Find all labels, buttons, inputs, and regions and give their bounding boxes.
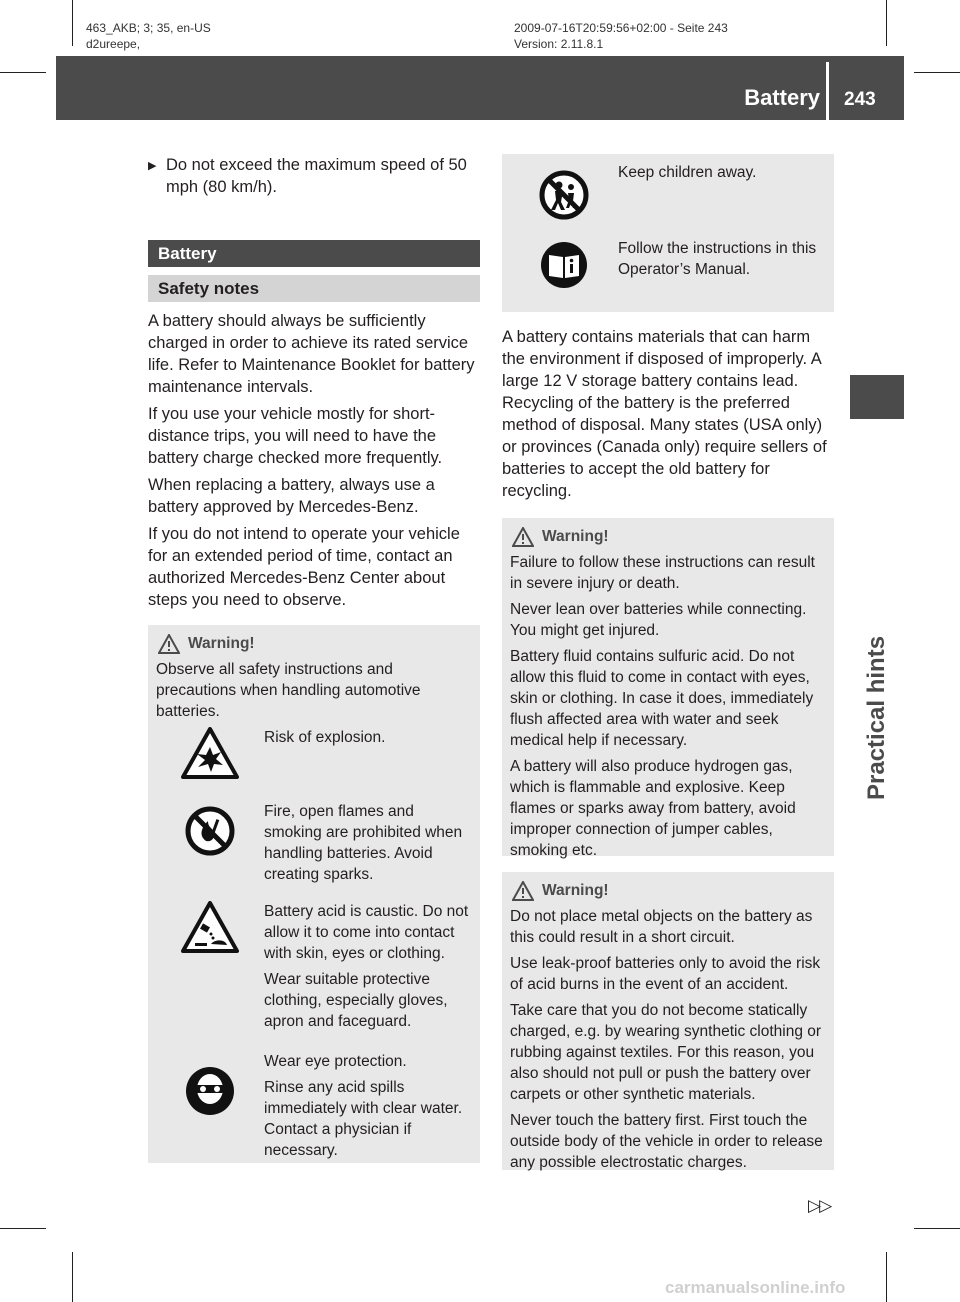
step-text: Do not exceed the maximum speed of 50 mph (80 km/h). — [166, 156, 467, 196]
symbol-row — [156, 801, 472, 901]
warning-text: Failure to follow these instructions can result in severe injury or death. — [510, 554, 815, 592]
crop-mark — [0, 1228, 46, 1229]
intro-paragraphs — [148, 310, 480, 611]
subsection-heading: Safety notes — [148, 275, 480, 302]
explosion-warning-icon — [156, 727, 264, 801]
paragraph: When replacing a battery, always use a battery approved by Mercedes-Benz. — [148, 476, 435, 516]
warning-title: Warning! — [188, 635, 255, 652]
symbol-text: Battery acid is caustic. Do not allow it to come into contact with skin, eyes or clothing. — [264, 903, 469, 962]
symbol-row — [510, 238, 826, 290]
crop-mark — [72, 0, 73, 46]
warning-intro: Observe all safety instructions and precautions when handling automotive batteries. — [156, 661, 421, 720]
symbol-row — [156, 901, 472, 1051]
paragraph: If you use your vehicle mostly for short-distance trips, you will need to have the battery charge checked more frequently. — [148, 405, 443, 467]
warning-text: Battery fluid contains sulfuric acid. Do not allow this fluid to come in contact with eyes, skin or clothing. In case it does, immediately flush affected area with water and seek medical help if necessary. — [510, 648, 814, 749]
warning-text: A battery will also produce hydrogen gas, which is flammable and explosive. Keep flames or sparks away from battery, avoid improper connection of jumper cables, smoking etc. — [510, 758, 796, 859]
step-arrow-icon: ▶ — [148, 160, 157, 172]
no-fire-icon — [156, 801, 264, 901]
warning-heading — [510, 880, 826, 902]
print-meta-left-2: d2ureepe, — [86, 37, 141, 51]
paragraph: If you do not intend to operate your vehicle for an extended period of time, contact an authorized Mercedes-Benz Center about steps you need to observe. — [148, 525, 460, 609]
page-number: 243 — [844, 89, 876, 110]
crop-mark — [886, 1252, 887, 1302]
symbol-text: Wear suitable protective clothing, especially gloves, apron and faceguard. — [264, 971, 448, 1030]
warning-title: Warning! — [542, 882, 609, 899]
eye-protection-icon — [156, 1051, 264, 1166]
symbol-row — [510, 162, 826, 238]
warning-box-1 — [502, 518, 834, 859]
symbol-text: Risk of explosion. — [264, 729, 386, 746]
print-meta-right-2: Version: 2.11.8.1 — [514, 37, 604, 51]
crop-mark — [914, 72, 960, 73]
paragraph: A battery should always be sufficiently charged in order to achieve its rated service life. Refer to Maintenance Booklet for battery maintenance intervals. — [148, 312, 475, 396]
warning-text: Never touch the battery first. First touch the outside body of the vehicle in order to release any possible electrostatic charges. — [510, 1112, 823, 1171]
keep-children-away-icon — [510, 162, 618, 238]
warning-triangle-icon — [512, 527, 534, 547]
warning-box-2 — [502, 872, 834, 1170]
crop-mark — [886, 0, 887, 46]
section-heading: Battery — [148, 240, 480, 267]
recycling-paragraph: A battery contains materials that can harm the environment if disposed of improperly. A large 12 V storage battery contains lead. Recycling of the battery is the preferred method of disposal. Many states (USA only) or provinces (Canada only) require sellers of batteries to accept the old battery for recycling. — [502, 328, 827, 500]
warning-text: Never lean over batteries while connecting. You might get injured. — [510, 601, 807, 639]
symbol-text: Fire, open flames and smoking are prohibited when handling batteries. Avoid creating sparks. — [264, 803, 463, 883]
symbol-text: Rinse any acid spills immediately with clear water. Contact a physician if necessary. — [264, 1079, 463, 1159]
print-meta-right-1: 2009-07-16T20:59:56+02:00 - Seite 243 — [514, 21, 728, 35]
warning-triangle-icon — [512, 881, 534, 901]
symbol-text: Keep children away. — [618, 164, 757, 181]
warning-heading — [510, 526, 826, 548]
crop-mark — [0, 72, 46, 73]
warning-text: Take care that you do not become statically charged, e.g. by wearing synthetic clothing or rubbing against textiles. For this reason, you also should not pull or push the battery over carpets or other synthetic materials. — [510, 1002, 822, 1103]
symbol-text: Wear eye protection. — [264, 1053, 407, 1070]
right-column — [502, 154, 834, 1170]
symbol-text: Follow the instructions in this Operator’s Manual. — [618, 240, 817, 278]
instruction-step — [148, 154, 480, 198]
crop-mark — [72, 1252, 73, 1302]
chapter-tab — [850, 375, 904, 419]
acid-warning-icon — [156, 901, 264, 1051]
watermark: carmanualsonline.info — [665, 1278, 846, 1297]
warning-text: Use leak-proof batteries only to avoid the risk of acid burns in the event of an accident. — [510, 955, 821, 993]
page-section-title: Battery — [744, 85, 820, 110]
print-meta-left-1: 463_AKB; 3; 35, en-US — [86, 21, 211, 35]
warning-heading — [156, 633, 472, 655]
header-separator — [826, 62, 829, 120]
chapter-label: Practical hints — [863, 635, 890, 800]
symbol-row — [156, 727, 472, 801]
left-column — [148, 154, 480, 1163]
warning-text: Do not place metal objects on the battery as this could result in a short circuit. — [510, 908, 813, 946]
warning-box — [148, 625, 480, 1163]
operators-manual-icon — [510, 238, 618, 290]
warning-triangle-icon — [158, 634, 180, 654]
warning-title: Warning! — [542, 528, 609, 545]
symbols-box — [502, 154, 834, 312]
crop-mark — [914, 1228, 960, 1229]
continue-mark: ▷▷ — [808, 1196, 831, 1215]
symbol-row — [156, 1051, 472, 1166]
